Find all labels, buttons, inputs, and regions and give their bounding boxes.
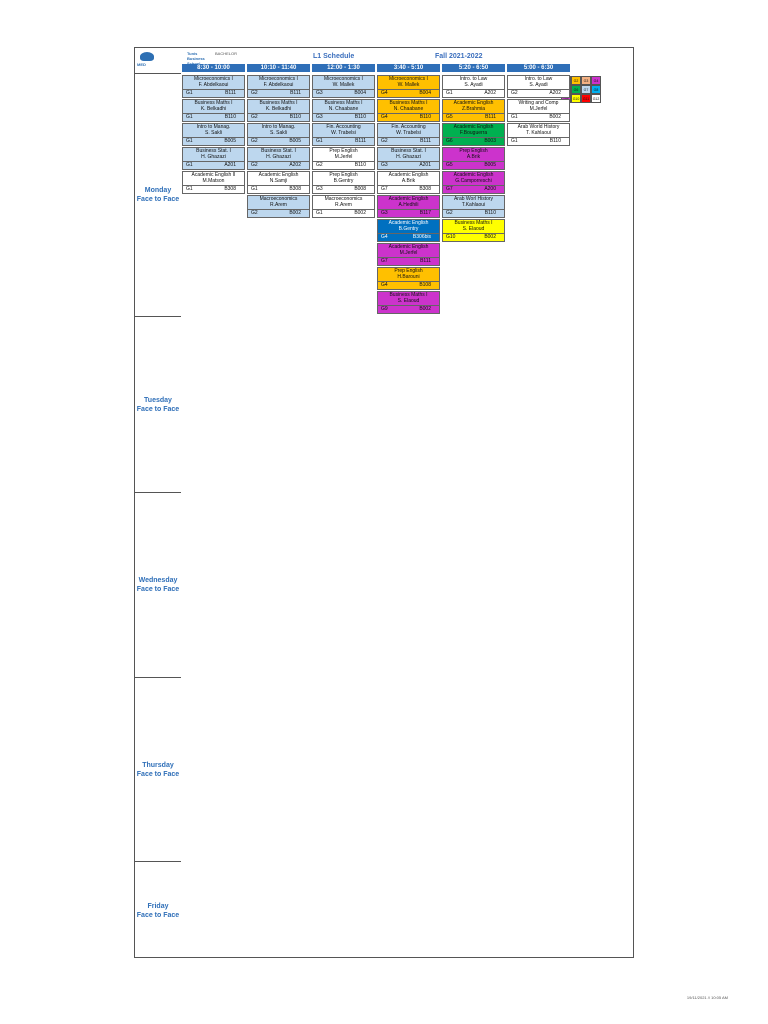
day-label: Friday Face to Face (136, 902, 180, 919)
group: G5 (446, 162, 453, 168)
class-cell (442, 123, 505, 146)
time-slot: 5:00 - 6:30 (507, 64, 570, 72)
class-cell (312, 75, 375, 98)
instructor: H. Ghazazi (201, 154, 226, 160)
schedule-header (135, 48, 633, 72)
course-name: Intro to Manag. (196, 124, 231, 130)
page-title: L1 Schedule (313, 53, 355, 60)
group: G1 (186, 90, 193, 96)
instructor: H. Ghazazi (266, 154, 291, 160)
class-cell (507, 75, 570, 98)
course-name: Academic English II (191, 172, 236, 178)
group: G10 (446, 234, 456, 240)
group: G2 (316, 162, 323, 168)
instructor: T.Kahlaoui (461, 202, 486, 208)
class-cell (312, 171, 375, 194)
room: B005 (484, 162, 496, 168)
class-cell (507, 123, 570, 146)
room: B002 (289, 210, 301, 216)
group: G1 (511, 138, 518, 144)
group: G1 (316, 210, 323, 216)
time-slot: 12:00 - 1:30 (312, 64, 375, 72)
group: G1 (446, 90, 453, 96)
instructor: W. Trabelsi (396, 130, 421, 136)
group: G3 (316, 114, 323, 120)
course-name: Fin. Accounting (391, 124, 426, 130)
room: A202 (289, 162, 301, 168)
course-name: Business Stat. I (261, 148, 296, 154)
group: G1 (186, 186, 193, 192)
day-label: Thursday Face to Face (136, 761, 180, 778)
group: G2 (251, 162, 258, 168)
course-name: Business Maths I (454, 220, 493, 226)
instructor: R.Arem (335, 202, 352, 208)
instructor: A.Brik (401, 178, 416, 184)
room: B111 (355, 138, 366, 144)
instructor: M.Jerfel (334, 154, 353, 160)
room: B005 (289, 138, 301, 144)
room: A202 (484, 90, 496, 96)
room: B002 (354, 210, 366, 216)
instructor: G.Camporreschi (455, 178, 492, 184)
course-name: Arab Worl History (453, 196, 494, 202)
instructor: Z.Brahmia (461, 106, 486, 112)
course-name: Intro. to Law (459, 76, 488, 82)
course-name: Academic English (388, 196, 429, 202)
instructor: F. Abdelkaoui (198, 82, 229, 88)
group: G2 (446, 210, 453, 216)
room: B306bis (412, 234, 431, 240)
room: B308 (289, 186, 301, 192)
course-name: Microeconomics I (324, 76, 363, 82)
course-name: Business Maths I (389, 100, 428, 106)
course-name: Macroeconomics (259, 196, 298, 202)
room: A202 (549, 90, 561, 96)
school-logo: Tunis Business (187, 51, 205, 61)
course-name: Microeconomics I (389, 76, 428, 82)
room: B004 (354, 90, 366, 96)
room: B111 (420, 258, 431, 264)
group: G1 (186, 114, 193, 120)
day-label: Tuesday Face to Face (136, 396, 180, 413)
class-cell (182, 75, 245, 98)
group: G3 (381, 210, 388, 216)
instructor: R.Arem (270, 202, 287, 208)
room: A201 (224, 162, 236, 168)
course-name: Academic English (453, 124, 494, 130)
med-logo: MED (137, 51, 159, 69)
class-cell (507, 99, 570, 122)
group: G1 (316, 138, 323, 144)
legend-item: G6 (571, 85, 581, 94)
group: G2 (251, 114, 258, 120)
course-name: Prep English (329, 172, 358, 178)
class-cell (377, 291, 440, 314)
group: G4 (381, 90, 388, 96)
legend-item: G11 (581, 94, 591, 103)
course-name: Business Maths I (194, 100, 233, 106)
group: G2 (381, 138, 388, 144)
instructor: K. Belkadhi (265, 106, 292, 112)
course-name: Intro to Manag. (261, 124, 296, 130)
legend-item: G3 (581, 76, 591, 85)
instructor: A.Brik (466, 154, 481, 160)
day-friday (135, 861, 181, 959)
course-name: Academic English (453, 100, 494, 106)
class-cell (377, 219, 440, 242)
room: B002 (419, 306, 431, 312)
room: B110 (549, 138, 561, 144)
group: G6 (446, 138, 453, 144)
group: G1 (251, 186, 258, 192)
term-label: Fall 2021-2022 (435, 53, 483, 60)
room: B111 (485, 114, 496, 120)
day-thursday (135, 677, 181, 861)
room: B002 (549, 114, 561, 120)
room: B308 (224, 186, 236, 192)
group: G1 (511, 114, 518, 120)
room: B110 (289, 114, 301, 120)
course-name: Business Maths I (324, 100, 363, 106)
group: G3 (381, 162, 388, 168)
course-name: Prep English (329, 148, 358, 154)
course-name: Intro. to Law (524, 76, 553, 82)
instructor: M.Matson (202, 178, 225, 184)
class-cell (182, 171, 245, 194)
instructor: B.Gentry (333, 178, 354, 184)
group: G5 (446, 114, 453, 120)
legend-item: G7 (581, 85, 591, 94)
time-slot: 10:10 - 11:40 (247, 64, 310, 72)
group: G2 (251, 138, 258, 144)
instructor: H. Ghazazi (396, 154, 421, 160)
legend-item: G4 (591, 76, 601, 85)
course-name: Fin. Accounting (326, 124, 361, 130)
class-cell (312, 147, 375, 170)
class-cell (247, 195, 310, 218)
instructor: M.Jerfel (529, 106, 548, 112)
class-cell (247, 75, 310, 98)
instructor: S. Sakli (270, 130, 287, 136)
course-name: Prep English (394, 268, 423, 274)
instructor: W. Mallek (397, 82, 420, 88)
instructor: W. Mallek (332, 82, 355, 88)
room: B108 (419, 282, 431, 288)
course-name: Academic English (388, 220, 429, 226)
instructor: K. Belkadhi (200, 106, 227, 112)
course-name: Academic English (453, 172, 494, 178)
course-name: Business Maths I (389, 292, 428, 298)
bachelor-logo: BACHELOR (215, 51, 238, 56)
class-cell (442, 171, 505, 194)
group: G4 (381, 114, 388, 120)
room: A201 (419, 162, 431, 168)
room: B110 (354, 114, 366, 120)
legend-item: G12 (591, 94, 601, 103)
course-name: Arab World History (517, 124, 560, 130)
class-cell (247, 147, 310, 170)
class-cell (442, 195, 505, 218)
class-cell (247, 171, 310, 194)
course-name: Writing and Comp (518, 100, 559, 106)
group: G1 (186, 162, 193, 168)
instructor: S. Elaoud (397, 298, 420, 304)
group: G3 (316, 186, 323, 192)
group: G3 (316, 90, 323, 96)
course-name: Business Maths I (259, 100, 298, 106)
course-name: Academic English (258, 172, 299, 178)
class-cell (247, 123, 310, 146)
instructor: N. Chaabane (328, 106, 359, 112)
class-cell (247, 99, 310, 122)
instructor: W. Trabelsi (331, 130, 356, 136)
class-cell (377, 267, 440, 290)
class-cell (377, 195, 440, 218)
time-slot: 5:20 - 6:50 (442, 64, 505, 72)
legend-item: G8 (591, 85, 601, 94)
room: B110 (484, 210, 496, 216)
class-cell (377, 99, 440, 122)
room: B110 (224, 114, 236, 120)
instructor: N. Chaabane (393, 106, 424, 112)
class-cell (442, 75, 505, 98)
day-label: Wednesday Face to Face (136, 577, 180, 593)
course-name: Microeconomics I (194, 76, 233, 82)
group: G2 (251, 90, 258, 96)
course-name: Microeconomics I (259, 76, 298, 82)
group: G2 (511, 90, 518, 96)
instructor: F. Abdelkaoui (263, 82, 294, 88)
room: B111 (290, 90, 301, 96)
instructor: N.Samji (269, 178, 288, 184)
instructor: F.Bouguerra (459, 130, 488, 136)
group: G7 (446, 186, 453, 192)
room: B111 (420, 138, 431, 144)
class-cell (182, 147, 245, 170)
class-cell (182, 123, 245, 146)
room: B117 (419, 210, 431, 216)
group: G9 (381, 306, 388, 312)
class-cell (377, 243, 440, 266)
instructor: S. Sakli (205, 130, 222, 136)
instructor: S. Ayadi (464, 82, 483, 88)
instructor: T. Kahlaoui (526, 130, 551, 136)
day-tuesday (135, 316, 181, 492)
instructor: B.Gentry (398, 226, 419, 232)
print-stamp: 19/11/2021 // 10:05 AM (686, 995, 728, 1000)
class-cell (312, 195, 375, 218)
day-monday (135, 73, 181, 316)
legend-item: G2 (571, 76, 581, 85)
room: B111 (225, 90, 236, 96)
group: G4 (381, 234, 388, 240)
group: G2 (251, 210, 258, 216)
course-name: Macroeconomics (324, 196, 363, 202)
instructor: M.Jerfel (399, 250, 418, 256)
room: B004 (419, 90, 431, 96)
schedule-sheet (134, 47, 634, 958)
course-name: Business Stat. I (196, 148, 231, 154)
class-cell (442, 99, 505, 122)
class-cell (377, 123, 440, 146)
class-cell (312, 99, 375, 122)
group: G7 (381, 186, 388, 192)
class-cell (442, 219, 505, 242)
day-wednesday (135, 492, 181, 677)
class-cell (377, 147, 440, 170)
day-label: Monday Face to Face (136, 187, 180, 203)
course-name: Academic English (388, 172, 429, 178)
room: B110 (354, 162, 366, 168)
room: B002 (484, 234, 496, 240)
class-cell (312, 123, 375, 146)
instructor: A.Hedhili (398, 202, 419, 208)
room: B003 (484, 138, 496, 144)
group-legend (561, 76, 621, 106)
class-cell (182, 99, 245, 122)
room: B110 (419, 114, 431, 120)
room: B008 (354, 186, 366, 192)
class-cell (442, 147, 505, 170)
course-name: Academic English (388, 244, 429, 250)
class-cell (377, 171, 440, 194)
time-slot: 3:40 - 5:10 (377, 64, 440, 72)
legend-item: G10 (571, 94, 581, 103)
group: G7 (381, 258, 388, 264)
room: B005 (224, 138, 236, 144)
class-cell (377, 75, 440, 98)
course-name: Business Stat. I (391, 148, 426, 154)
course-name: Prep English (459, 148, 488, 154)
room: A200 (484, 186, 496, 192)
room: B308 (419, 186, 431, 192)
instructor: S. Ayadi (529, 82, 548, 88)
group: G1 (186, 138, 193, 144)
time-slot: 8:30 - 10:00 (182, 64, 245, 72)
instructor: H.Barouni (397, 274, 420, 280)
instructor: S. Elaoud (462, 226, 485, 232)
group: G4 (381, 282, 388, 288)
